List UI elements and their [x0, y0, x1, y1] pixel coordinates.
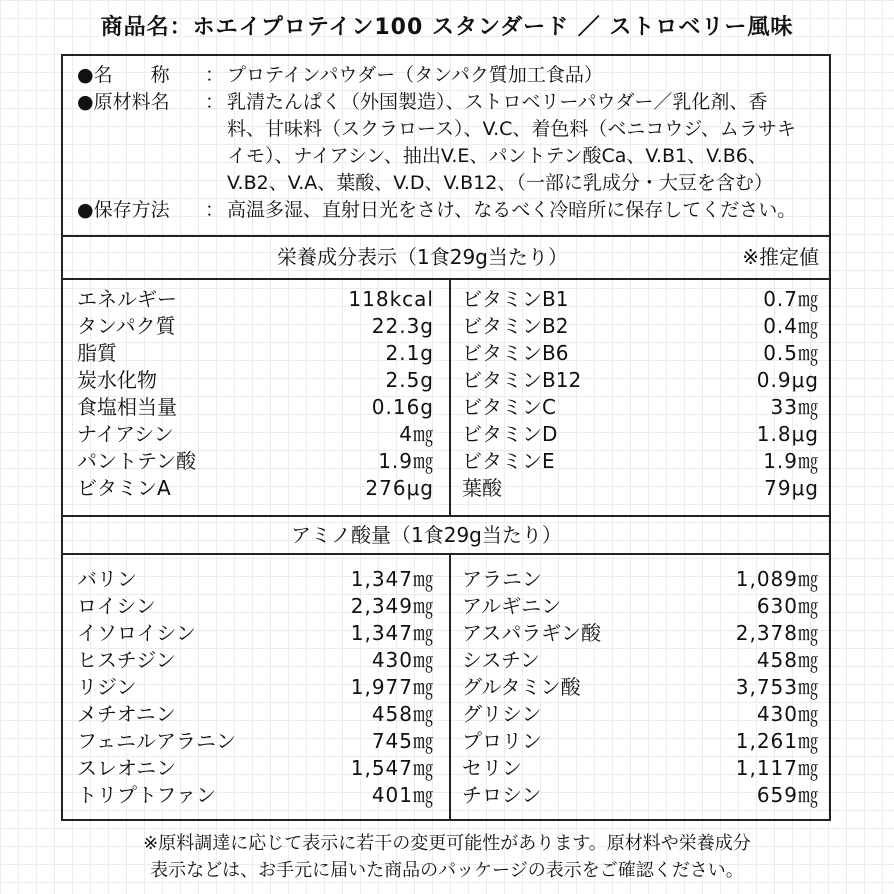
nutrient-row: [462, 394, 819, 421]
nutrient-row: [77, 421, 434, 448]
nutrient-value: 2.1g: [385, 341, 434, 365]
nutrition-list-left: [77, 286, 434, 502]
info-colon: ：: [205, 91, 225, 113]
nutrient-row: [462, 286, 819, 313]
footer-line: 表示などは、お手元に届いた商品のパッケージの表示をご確認ください。: [150, 860, 744, 881]
amino-row: [462, 647, 819, 674]
nutrient-value: 0.16g: [371, 395, 434, 419]
nutrient-name: 食塩相当量: [77, 395, 177, 419]
amino-name: バリン: [77, 567, 137, 591]
nutrient-value: 0.9μg: [756, 368, 819, 392]
amino-value: 3,753㎎: [735, 675, 819, 699]
nutrient-row: [77, 286, 434, 313]
nutrient-value: 0.7㎎: [763, 287, 819, 311]
amino-name: リジン: [77, 675, 137, 699]
amino-value: 1,547㎎: [350, 756, 434, 780]
amino-value: 1,261㎎: [735, 729, 819, 753]
nutrient-name: エネルギー: [77, 287, 177, 311]
amino-value: 430㎎: [756, 702, 819, 726]
amino-value: 745㎎: [371, 729, 434, 753]
nutrient-value: 33㎎: [770, 395, 819, 419]
amino-name: チロシン: [462, 783, 542, 807]
nutrient-name: ビタミンE: [462, 449, 555, 473]
amino-header: アミノ酸量（1食29g当たり）: [291, 523, 562, 547]
nutrient-row: [77, 367, 434, 394]
amino-row: [77, 701, 434, 728]
nutrient-value: 2.5g: [385, 368, 434, 392]
nutrient-name: ビタミンB6: [462, 341, 569, 365]
nutrient-row: [77, 394, 434, 421]
amino-row: [77, 620, 434, 647]
amino-name: セリン: [462, 756, 522, 780]
ingredients-line: V.B2、V.A、葉酸、V.D、V.B12、（一部に乳成分・大豆を含む）: [227, 172, 773, 194]
nutrient-row: [77, 475, 434, 502]
amino-name: アスパラギン酸: [462, 621, 601, 645]
nutrient-name: ナイアシン: [77, 422, 174, 446]
info-ingredients-label: ●原材料名: [77, 91, 170, 113]
info-name-label: ●名 称: [77, 64, 170, 86]
amino-row: [77, 647, 434, 674]
column-divider: [449, 553, 451, 819]
amino-row: [462, 755, 819, 782]
amino-row: [462, 566, 819, 593]
ingredients-line: 乳清たんぱく（外国製造）、ストロベリーパウダー／乳化剤、香: [227, 91, 768, 113]
amino-value: 430㎎: [371, 648, 434, 672]
amino-value: 659㎎: [756, 783, 819, 807]
nutrient-name: ビタミンB2: [462, 314, 569, 338]
nutrient-name: ビタミンB12: [462, 368, 582, 392]
nutrient-name: タンパク質: [77, 314, 176, 338]
nutrient-value: 1.9㎎: [763, 449, 819, 473]
column-divider: [449, 278, 451, 515]
nutrient-row: [462, 367, 819, 394]
amino-value: 1,977㎎: [350, 675, 434, 699]
nutrient-value: 276μg: [365, 476, 434, 500]
info-colon: ：: [205, 199, 225, 221]
amino-value: 630㎎: [756, 594, 819, 618]
amino-row: [77, 674, 434, 701]
nutrient-name: ビタミンC: [462, 395, 556, 419]
info-colon: ：: [205, 64, 225, 86]
amino-row: [462, 620, 819, 647]
amino-name: シスチン: [462, 648, 540, 672]
amino-name: アラニン: [462, 567, 542, 591]
nutrient-row: [462, 313, 819, 340]
nutrient-name: 脂質: [77, 341, 117, 365]
amino-value: 2,378㎎: [735, 621, 819, 645]
amino-name: トリプトファン: [77, 783, 216, 807]
nutrient-value: 0.4㎎: [763, 314, 819, 338]
footer-note: [0, 830, 894, 884]
amino-row: [77, 755, 434, 782]
label-table: [61, 54, 831, 821]
amino-value: 1,117㎎: [735, 756, 819, 780]
amino-name: フェニルアラニン: [77, 729, 236, 753]
amino-list-left: [77, 566, 434, 809]
nutrient-name: ビタミンA: [77, 476, 171, 500]
nutrient-value: 1.9㎎: [378, 449, 434, 473]
amino-row: [462, 728, 819, 755]
nutrient-value: 0.5㎎: [763, 341, 819, 365]
amino-name: イソロイシン: [77, 621, 196, 645]
nutrient-name: ビタミンB1: [462, 287, 569, 311]
nutrient-row: [462, 340, 819, 367]
amino-name: グルタミン酸: [462, 675, 581, 699]
amino-row: [462, 593, 819, 620]
nutrient-row: [77, 340, 434, 367]
nutrient-name: ビタミンD: [462, 422, 558, 446]
nutrient-row: [462, 421, 819, 448]
nutrition-note: ※推定値: [742, 245, 819, 269]
nutrient-name: 炭水化物: [77, 368, 157, 392]
nutrient-row: [462, 448, 819, 475]
nutrition-list-right: [462, 286, 819, 502]
amino-name: メチオニン: [77, 702, 176, 726]
ingredients-line: イモ）、ナイアシン、抽出V.E、パントテン酸Ca、V.B1、V.B6、: [227, 145, 767, 167]
amino-name: ロイシン: [77, 594, 156, 618]
amino-row: [462, 674, 819, 701]
amino-name: スレオニン: [77, 756, 177, 780]
amino-value: 1,347㎎: [350, 621, 434, 645]
amino-row: [77, 593, 434, 620]
nutrient-value: 22.3g: [371, 314, 434, 338]
info-storage-label: ●保存方法: [77, 199, 170, 221]
amino-list-right: [462, 566, 819, 809]
amino-row: [462, 782, 819, 809]
amino-name: アルギニン: [462, 594, 562, 618]
divider: [63, 553, 829, 555]
nutrient-value: 4㎎: [399, 422, 434, 446]
divider: [63, 278, 829, 280]
product-title: 商品名：ホエイプロテイン100 スタンダード ／ ストロベリー風味: [100, 15, 794, 40]
amino-value: 1,089㎎: [735, 567, 819, 591]
nutrition-header: 栄養成分表示（1食29g当たり）: [277, 245, 568, 269]
amino-row: [77, 782, 434, 809]
nutrient-name: 葉酸: [462, 476, 502, 500]
amino-value: 401㎎: [371, 783, 434, 807]
amino-name: プロリン: [462, 729, 542, 753]
amino-row: [77, 728, 434, 755]
nutrient-value: 79μg: [764, 476, 819, 500]
amino-row: [77, 566, 434, 593]
amino-name: ヒスチジン: [77, 648, 176, 672]
nutrient-row: [77, 313, 434, 340]
ingredients-line: 料、甘味料（スクラロース）、V.C、着色料（ベニコウジ、ムラサキ: [227, 118, 796, 140]
amino-value: 458㎎: [371, 702, 434, 726]
nutrient-value: 1.8μg: [756, 422, 819, 446]
amino-row: [462, 701, 819, 728]
nutrient-row: [462, 475, 819, 502]
amino-name: グリシン: [462, 702, 542, 726]
nutrient-value: 118kcal: [348, 287, 434, 311]
amino-value: 1,347㎎: [350, 567, 434, 591]
footer-line: ※原料調達に応じて表示に若干の変更可能性があります。原材料や栄養成分: [143, 833, 751, 854]
info-storage-value: 高温多湿、直射日光をさけ、なるべく冷暗所に保存してください。: [227, 199, 797, 221]
info-name-value: プロテインパウダー（タンパク質加工食品）: [227, 64, 603, 86]
nutrient-name: パントテン酸: [77, 449, 196, 473]
nutrient-row: [77, 448, 434, 475]
amino-value: 2,349㎎: [350, 594, 434, 618]
amino-value: 458㎎: [756, 648, 819, 672]
